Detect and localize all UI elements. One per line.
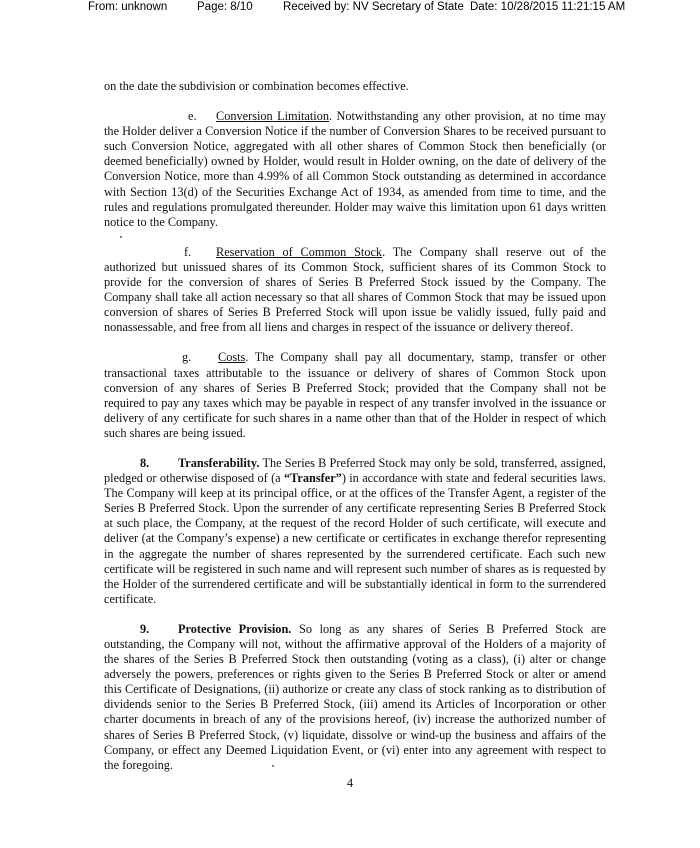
section-9 bbox=[104, 622, 606, 773]
defined-term: “Transfer” bbox=[283, 471, 342, 486]
section-heading: Transferability. bbox=[178, 455, 260, 470]
subsection-e bbox=[104, 109, 606, 230]
fax-date: Date: 10/28/2015 11:21:15 AM bbox=[470, 1, 626, 13]
subsection-heading: Reservation of Common Stock bbox=[216, 244, 383, 259]
subsection-heading: Conversion Limitation bbox=[216, 109, 330, 124]
subsection-letter: g. bbox=[182, 350, 192, 365]
subsection-letter: f. bbox=[184, 244, 192, 259]
section-body-end: ) in accordance with state and federal securities laws. The Company will keep at its principal office, or at the offices of the Transfer Agent, a register of the Series B Preferred Stock. Upon the surrender of any certificate representing Series B Preferred Stock at such place, the Company, at the request of the record Holder of such certificate, will execute and deliver (at the Company’s expense) a new certificate or certificates in exchange therefor representing in the aggregate the number of shares represented by the surrendered certificate. Each such new certificate will be registered in such name and will represent such number of shares as is requested by the Holder of the surrendered certificate and will be substantially identical in form to the surrendered certificate. bbox=[104, 471, 606, 606]
section-body-start: The Series B Preferred Stock may only be sold, transferred, assigned, pledged or otherwise disposed of (a bbox=[104, 455, 606, 486]
subsection-g bbox=[104, 350, 606, 441]
section-8 bbox=[104, 456, 606, 607]
subsection-body: . The Company shall pay all documentary, stamp, transfer or other transactional taxes attributable to the issuance or delivery of shares of Common Stock upon conversion of any shares of Series B Preferred Stock; provided that the Company shall not be required to pay any taxes which may be payable in respect of any transfer involved in the issuance or delivery of any certificate for such shares in a name other than that of the Holder in respect of which such shares are being issued. bbox=[104, 350, 606, 440]
section-body: So long as any shares of Series B Preferred Stock are outstanding, the Company will not, without the affirmative approval of the Holders of a majority of the shares of the Series B Preferred Stock then outstanding (voting as a class), (i) alter or change adversely the powers, preferences or rights given to the Series B Preferred Stock or alter or amend this Certificate of Designations, (ii) authorize or create any class of stock ranking as to distribution of dividends senior to the Series B Preferred Stock, (iii) amend its Articles of Incorporation or other charter documents in breach of any of the provisions hereof, (iv) increase the authorized number of shares of Series B Preferred Stock, (v) liquidate, dissolve or wind-up the business and affairs of the Company, or effect any Deemed Liquidation Event, or (vi) enter into any agreement with respect to the foregoing. bbox=[104, 621, 607, 772]
section-number: 9. bbox=[140, 621, 150, 636]
document-page bbox=[104, 79, 606, 773]
scan-speck bbox=[272, 765, 274, 767]
subsection-body: . Notwithstanding any other provision, at no time may the Holder deliver a Conversion Notice if the number of Conversion Shares to be received pursuant to such Conversion Notice, aggregated with all other shares of Common Stock then beneficially (or deemed beneficially) owned by Holder, would result in Holder owning, on the date of delivery of the Conversion Notice, more than 4.99% of all Common Stock outstanding as determined in accordance with Section 13(d) of the Securities Exchange Act of 1934, as amended from time to time, and the rules and regulations promulgated thereunder. Holder may waive this limitation upon 61 days written notice to the Company. bbox=[104, 109, 606, 229]
subsection-body: . The Company shall reserve out of the authorized but unissued shares of its Common Stock, sufficient shares of its Common Stock to provide for the conversion of shares of Series B Preferred Stock issued by the Company. The Company shall take all action necessary so that all shares of Common Stock that may be issued upon conversion of shares of Series B Preferred Stock will upon issue be validly issued, fully paid and nonassessable, and free from all liens and charges in respect of the issuance or delivery thereof. bbox=[104, 244, 606, 335]
page-number: 4 bbox=[346, 776, 354, 790]
section-heading: Protective Provision. bbox=[178, 621, 292, 636]
subsection-heading: Costs bbox=[218, 350, 246, 365]
section-number: 8. bbox=[140, 455, 150, 470]
fax-received: Received by: NV Secretary of State bbox=[283, 1, 464, 13]
subsection-letter: e. bbox=[188, 109, 197, 124]
fax-from: From: unknown bbox=[88, 1, 168, 13]
subsection-f bbox=[104, 245, 606, 336]
continuation-paragraph: on the date the subdivision or combination becomes effective. bbox=[104, 79, 409, 93]
fax-page: Page: 8/10 bbox=[197, 1, 253, 13]
fax-header bbox=[0, 0, 700, 16]
scan-speck bbox=[120, 236, 122, 238]
